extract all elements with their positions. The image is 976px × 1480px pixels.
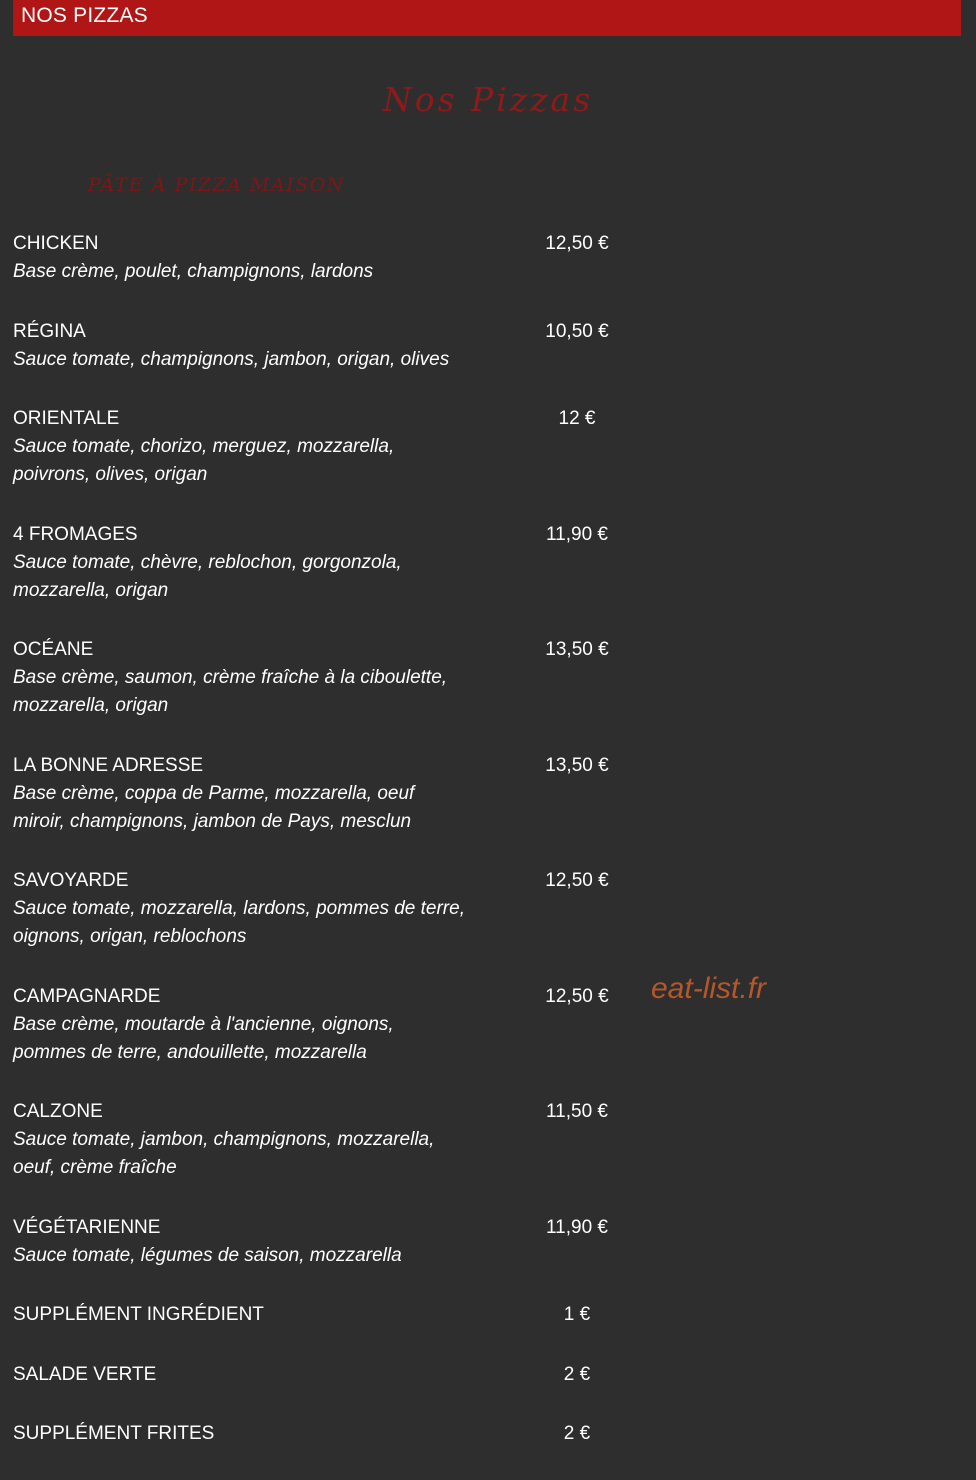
menu-item-price: 12 €	[558, 408, 596, 429]
menu-item-price: 13,50 €	[545, 639, 609, 660]
description-line: mozzarella, origan	[13, 695, 169, 716]
header-title: NOS PIZZAS	[21, 4, 148, 27]
description-line: Base crème, coppa de Parme, mozzarella, oeuf	[13, 783, 415, 804]
menu-item-description	[13, 346, 503, 374]
menu-item-name: 4 FROMAGES	[13, 524, 138, 545]
menu-item-price: 13,50 €	[545, 755, 609, 776]
description-line: oeuf, crème fraîche	[13, 1157, 177, 1178]
menu-item-name: SAVOYARDE	[13, 870, 129, 891]
menu-item-name: OCÉANE	[13, 639, 94, 660]
menu-item-name: LA BONNE ADRESSE	[13, 755, 204, 776]
menu-item-name: CHICKEN	[13, 233, 99, 254]
menu-item-price: 11,90 €	[546, 524, 608, 545]
menu-item-name: SUPPLÉMENT INGRÉDIENT	[13, 1304, 264, 1325]
menu-item-price: 2 €	[563, 1423, 591, 1444]
description-line: Sauce tomate, légumes de saison, mozzarella	[13, 1245, 402, 1266]
description-line: Base crème, poulet, champignons, lardons	[13, 261, 374, 282]
description-line: oignons, origan, reblochons	[13, 926, 247, 947]
menu-item-name: RÉGINA	[13, 321, 86, 342]
menu-item-description	[13, 664, 503, 720]
menu-item-price: 12,50 €	[545, 870, 609, 891]
menu-item-name: SUPPLÉMENT FRITES	[13, 1423, 215, 1444]
description-line: Sauce tomate, chèvre, reblochon, gorgonzola,	[13, 552, 402, 573]
menu-item-name: CALZONE	[13, 1101, 103, 1122]
menu-item-description	[13, 1126, 503, 1182]
menu-item-description	[13, 433, 503, 489]
menu-item-description	[13, 549, 503, 605]
menu-item-price: 10,50 €	[545, 321, 609, 342]
description-line: poivrons, olives, origan	[13, 464, 208, 485]
menu-item-price: 1 €	[563, 1304, 591, 1325]
menu-item-name: ORIENTALE	[13, 408, 120, 429]
section-title: Nos Pizzas	[382, 80, 594, 119]
menu-item-name: VÉGÉTARIENNE	[13, 1217, 161, 1238]
menu-item-description	[13, 1011, 503, 1067]
description-line: Sauce tomate, jambon, champignons, mozzarella,	[13, 1129, 435, 1150]
description-line: Base crème, saumon, crème fraîche à la ciboulette,	[13, 667, 448, 688]
menu-item-name: CAMPAGNARDE	[13, 986, 161, 1007]
menu-item-description	[13, 258, 503, 286]
description-line: Sauce tomate, chorizo, merguez, mozzarella,	[13, 436, 395, 457]
description-line: pommes de terre, andouillette, mozzarella	[13, 1042, 367, 1063]
menu-item-description	[13, 780, 503, 836]
menu-item-price: 12,50 €	[545, 233, 609, 254]
menu-item-description	[13, 895, 503, 951]
menu-item-price: 11,90 €	[546, 1217, 608, 1238]
description-line: Sauce tomate, mozzarella, lardons, pommes de terre,	[13, 898, 465, 919]
description-line: Sauce tomate, champignons, jambon, origan, olives	[13, 349, 450, 370]
watermark: eat-list.fr	[651, 972, 767, 1005]
menu-item-name: SALADE VERTE	[13, 1364, 157, 1385]
menu-item-description	[13, 1242, 503, 1270]
description-line: miroir, champignons, jambon de Pays, mesclun	[13, 811, 412, 832]
menu-item-price: 11,50 €	[546, 1101, 608, 1122]
section-subtitle: PÂTE À PIZZA MAISON	[88, 174, 345, 196]
description-line: Base crème, moutarde à l'ancienne, oignons,	[13, 1014, 394, 1035]
menu-item-price: 2 €	[563, 1364, 591, 1385]
header-bar	[13, 0, 961, 36]
description-line: mozzarella, origan	[13, 580, 169, 601]
menu-item-price: 12,50 €	[545, 986, 609, 1007]
